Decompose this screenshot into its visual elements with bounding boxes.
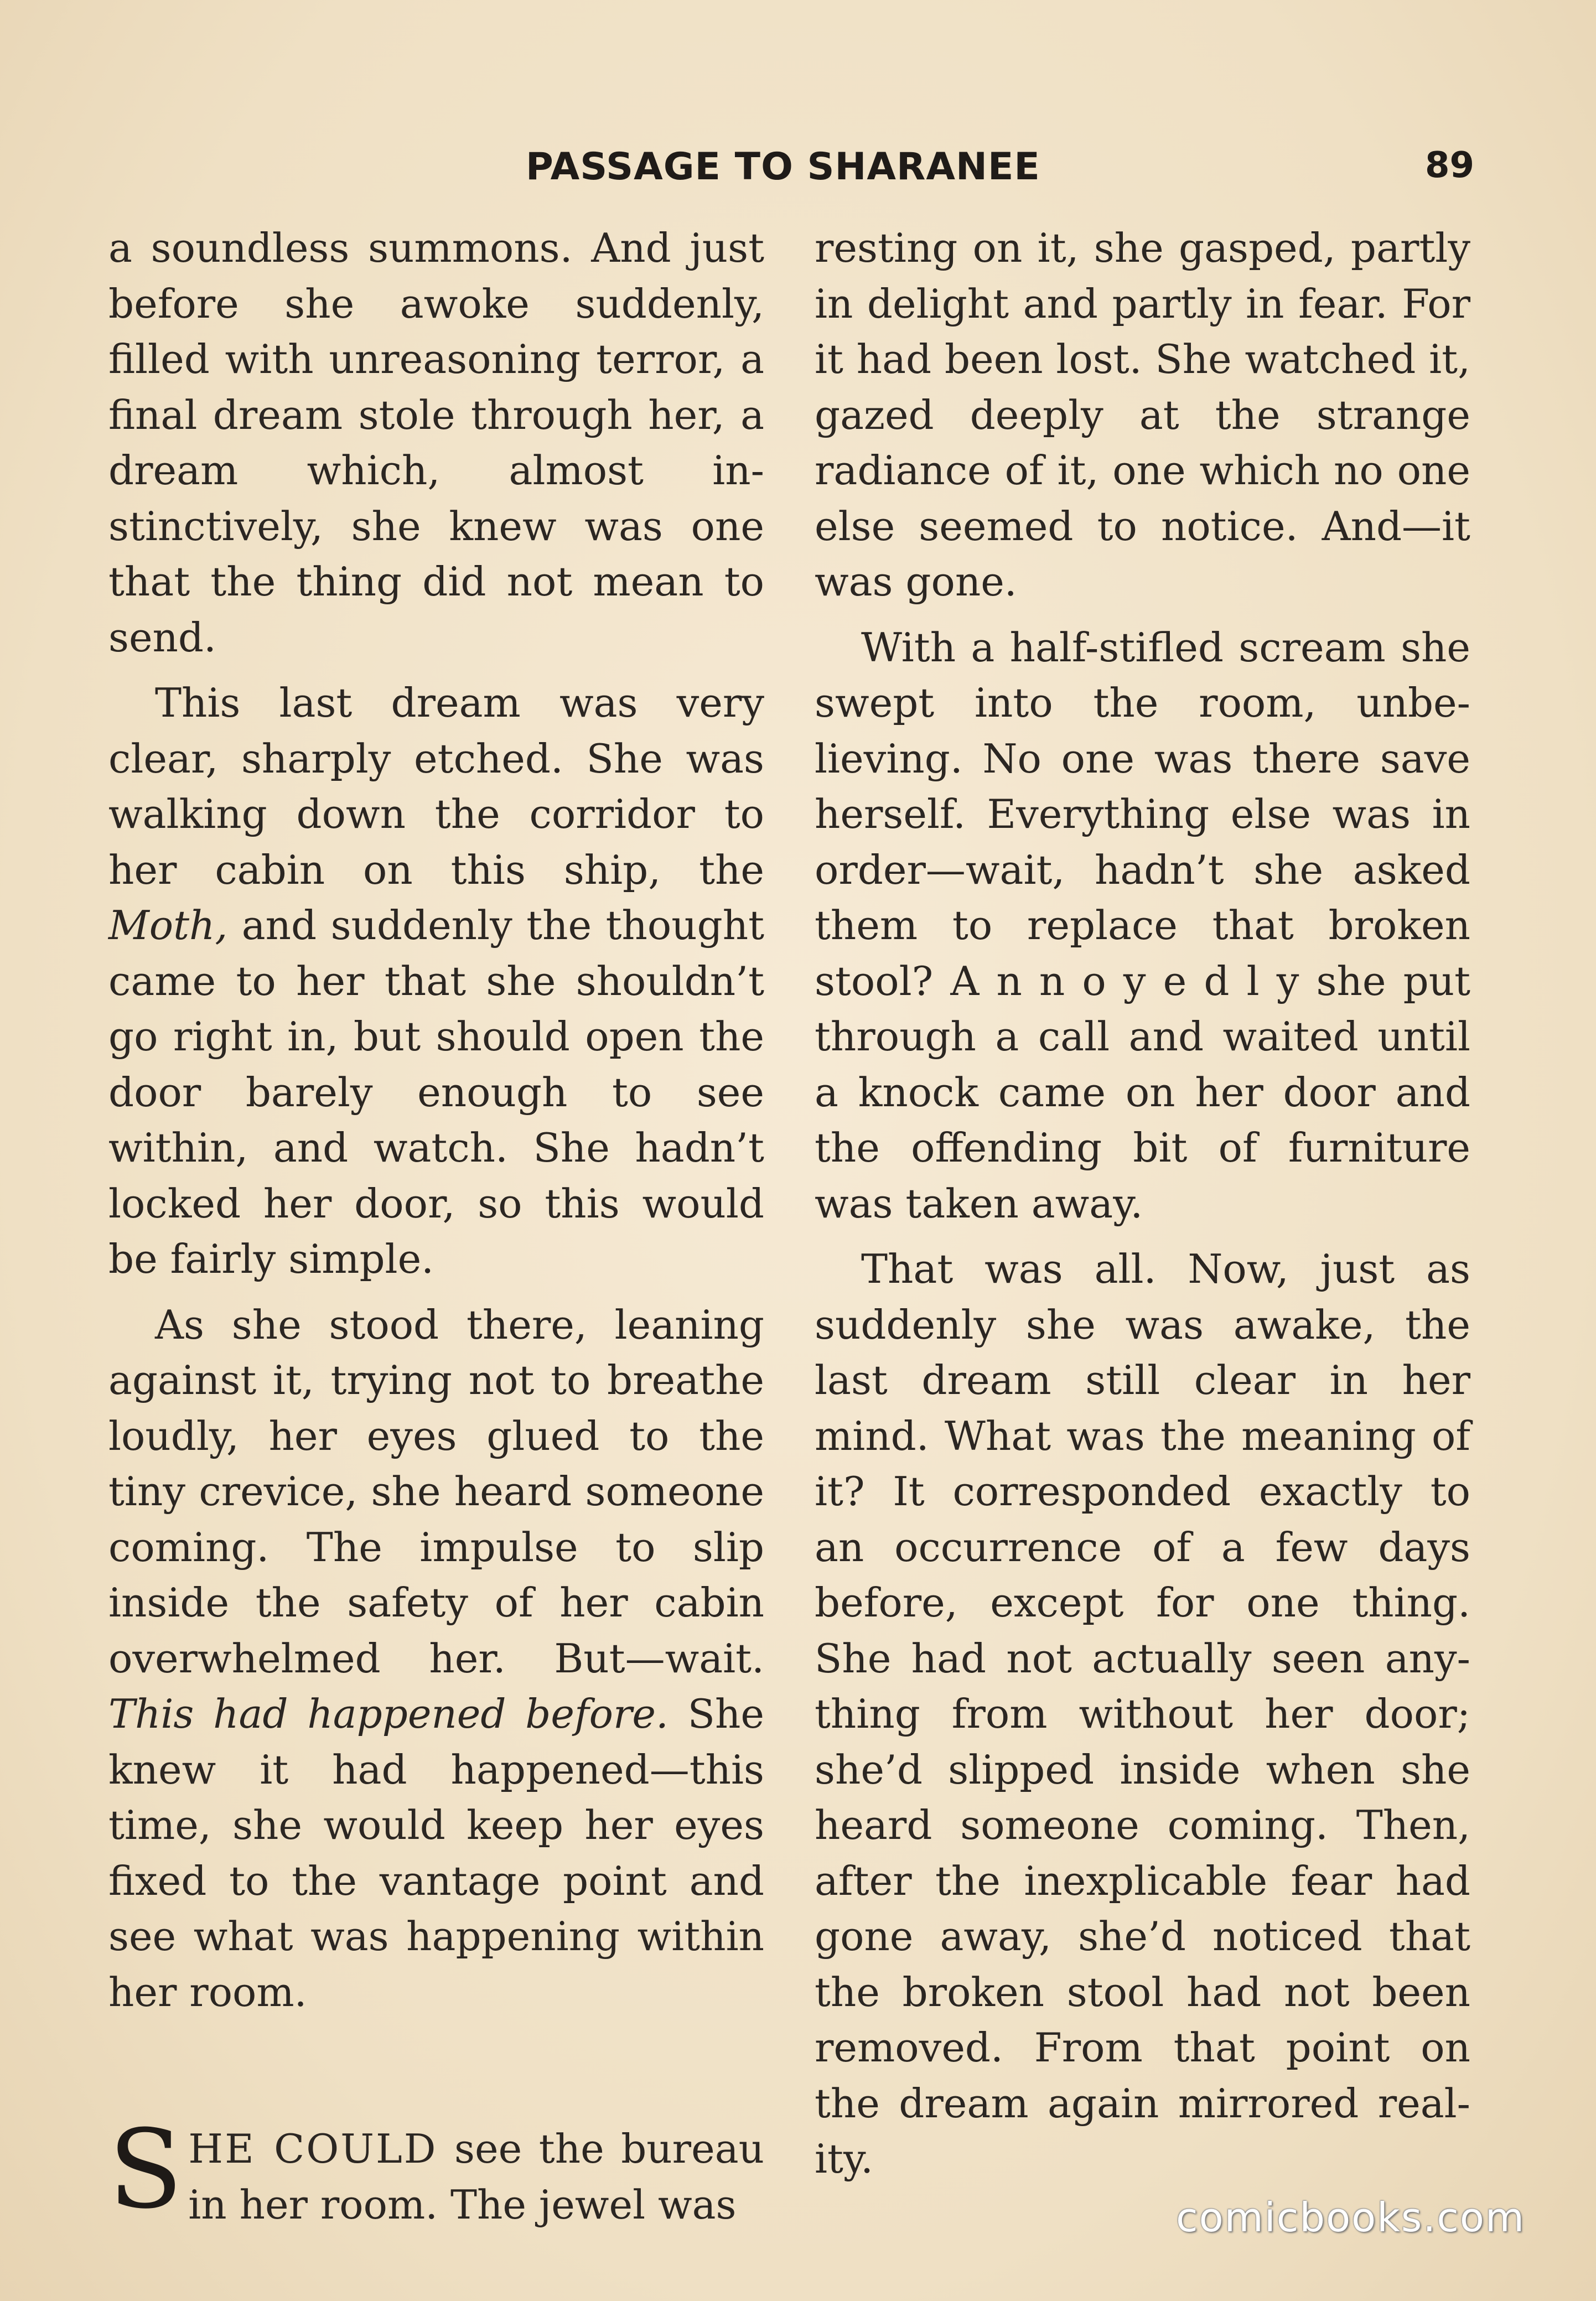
paragraph-text: As she stood there, leaning against it, trying not to breathe loudly, her eyes glued to the tiny crevice, she heard someone coming. The impulse to slip inside the safety of her cabin overwhelmed her. But—wait. [108, 1301, 764, 1682]
running-title: PASSAGE TO SHARANEE [526, 145, 1040, 189]
paragraph: That was all. Now, just as suddenly she was awake, the last dream still clear in her mind. What was the meaning of it? It corresponded exactly to an occurrence of a few days before, except for one thing. She had not actually seen anything from without her door; she’d slipped inside when she heard someone coming. Then, after the inexplicable fear had gone away, she’d noticed that the broken stool had not been removed. From that point on the dream again mirrored reality. [815, 1246, 1470, 2182]
drop-cap: S [108, 2107, 183, 2233]
paragraph-text: and suddenly the thought came to her that she shouldn’t go right in, but should open the door barely enough to see within, and watch. She hadn’t locked her door, so this would be fairly simple. [108, 902, 764, 1282]
small-caps-lead: HE COULD [188, 2126, 438, 2172]
paragraph [108, 2107, 764, 2233]
left-column [108, 220, 764, 2242]
paragraph: a soundless summons. And just before she awoke suddenly, filled with unreasoning terror, a final dream stole through her, a dream which, almost instinctively, she knew was one that the thing did not mean to send. [108, 225, 764, 661]
page-number: 89 [1425, 145, 1475, 186]
ship-name: Moth, [108, 902, 228, 949]
paragraph-text: She knew it had happened—this time, she would keep her eyes fixed to the vantage point and see what was happening within her room. [108, 1691, 764, 2015]
paragraph-text: This last dream was very clear, sharply etched. She was walking down the corridor to her cabin on this ship, the [108, 680, 764, 893]
section-break [108, 2030, 764, 2121]
italic-phrase: This had happened before. [108, 1691, 669, 1737]
paragraph [108, 1297, 764, 2020]
watermark-logo: comicbooks.com [1176, 2194, 1526, 2241]
paragraph: With a half-stifled scream she swept into the room, unbelieving. No one was there save herself. Everything else was in order—wait, hadn’t she asked them to replace that broken stool? A n n o y e d l y she put through a call and waited until a knock came on her door and the offending bit of furniture was taken away. [815, 624, 1470, 1227]
paragraph-text: see the bureau in her room. The jewel was [188, 2126, 764, 2228]
right-column [815, 220, 1470, 2197]
paragraph: resting on it, she gasped, partly in delight and partly in fear. For it had been lost. She watched it, gazed deeply at the strange radiance of it, one which no one else seemed to notice. And—it was gone. [815, 225, 1470, 605]
paragraph [108, 675, 764, 1287]
running-head [0, 145, 1596, 200]
